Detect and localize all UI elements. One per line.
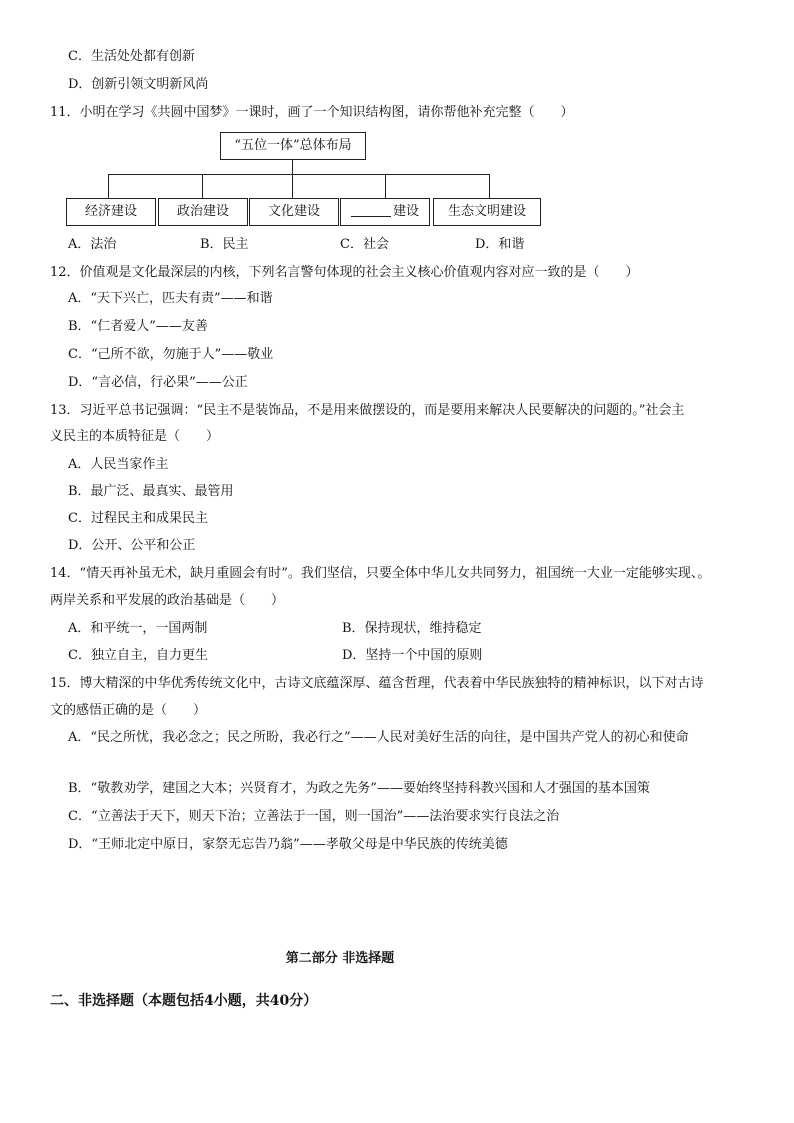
q10-option-d: D．创新引领文明新风尚 [68, 77, 209, 92]
section-two-heading: 二、非选择题（本题包括4小题，共40分） [50, 993, 318, 1009]
diagram-connector-1 [108, 174, 109, 198]
diagram-root-box: “五位一体”总体布局 [220, 132, 366, 160]
q12-option-d: D．“言必信，行必果”——公正 [68, 375, 248, 390]
q11-stem: 11．小明在学习《共圆中国梦》一课时，画了一个知识结构图，请你帮他补充完整（ ） [50, 105, 574, 120]
q15-option-c: C．“立善法于天下，则天下治；立善法于一国，则一国治”——法治要求实行良法之治 [68, 809, 560, 824]
q12-stem: 12．价值观是文化最深层的内核，下列名言警句体现的社会主义核心价值观内容对应一致的是（ ） [50, 265, 639, 280]
q15-stem-line-1: 15．博大精深的中华优秀传统文化中，古诗文底蕴深厚、蕴含哲理，代表着中华民族独特的精神标识，以下对古诗 [50, 676, 704, 691]
q14-option-a: A．和平统一，一国两制 [68, 621, 208, 636]
diagram-connector-root [292, 159, 293, 174]
diagram-child-economy: 经济建设 [66, 198, 156, 226]
q13-option-b: B．最广泛、最真实、最管用 [68, 484, 234, 499]
diagram-child-blank [340, 198, 430, 226]
q14-stem-line-2: 两岸关系和平发展的政治基础是（ ） [50, 593, 285, 608]
q14-stem-line-1: 14．“情天再补虽无术，缺月重圆会有时”。我们坚信，只要全体中华儿女共同努力，祖国统一大业一定能够实现、。 [50, 566, 711, 581]
q14-option-c: C．独立自主，自力更生 [68, 648, 208, 663]
q11-option-d: D．和谐 [475, 237, 525, 252]
q15-option-d: D．“王师北定中原日，家祭无忘告乃翁”——孝敬父母是中华民族的传统美德 [68, 837, 508, 852]
q13-option-d: D．公开、公平和公正 [68, 538, 196, 553]
q11-option-a: A．法治 [68, 237, 117, 252]
q15-option-b: B．“敬教劝学，建国之大本；兴贤育才，为政之先务”——要始终坚持科教兴国和人才强国的基本国策 [68, 781, 650, 796]
diagram-connector-2 [202, 174, 203, 198]
q11-option-c: C．社会 [340, 237, 389, 252]
q13-stem-line-1: 13．习近平总书记强调：“民主不是装饰品，不是用来做摆设的，而是要用来解决人民要解决的问题的。”社会主 [50, 403, 685, 418]
diagram-connector-4 [385, 174, 386, 198]
q12-option-b: B．“仁者爱人”——友善 [68, 319, 208, 334]
diagram-branch-bar [108, 174, 489, 175]
diagram-child-culture: 文化建设 [249, 198, 339, 226]
q12-option-a: A．“天下兴亡，匹夫有责”——和谐 [68, 291, 273, 306]
diagram-connector-3 [292, 174, 293, 198]
q15-option-a: A．“民之所忧，我必念之；民之所盼，我必行之”——人民对美好生活的向往，是中国共产党人的初心和使命 [68, 730, 689, 745]
diagram-connector-5 [489, 174, 490, 198]
q13-stem-line-2: 义民主的本质特征是（ ） [50, 429, 220, 444]
q14-option-b: B．保持现状，维持稳定 [342, 621, 482, 636]
q13-option-a: A．人民当家作主 [68, 457, 169, 472]
answer-blank [351, 202, 391, 217]
q13-option-c: C．过程民主和成果民主 [68, 511, 208, 526]
q12-option-c: C．“己所不欲，勿施于人”——敬业 [68, 347, 274, 362]
q14-option-d: D．坚持一个中国的原则 [342, 648, 483, 663]
diagram-child-ecology: 生态文明建设 [433, 198, 541, 226]
q11-option-b: B．民主 [200, 237, 249, 252]
q10-option-c: C．生活处处都有创新 [68, 49, 195, 64]
part-two-title: 第二部分 非选择题 [285, 951, 395, 966]
diagram-child-blank-label: 建设 [392, 204, 419, 219]
diagram-child-politics: 政治建设 [158, 198, 248, 226]
q15-stem-line-2: 文的感悟正确的是（ ） [50, 703, 207, 718]
